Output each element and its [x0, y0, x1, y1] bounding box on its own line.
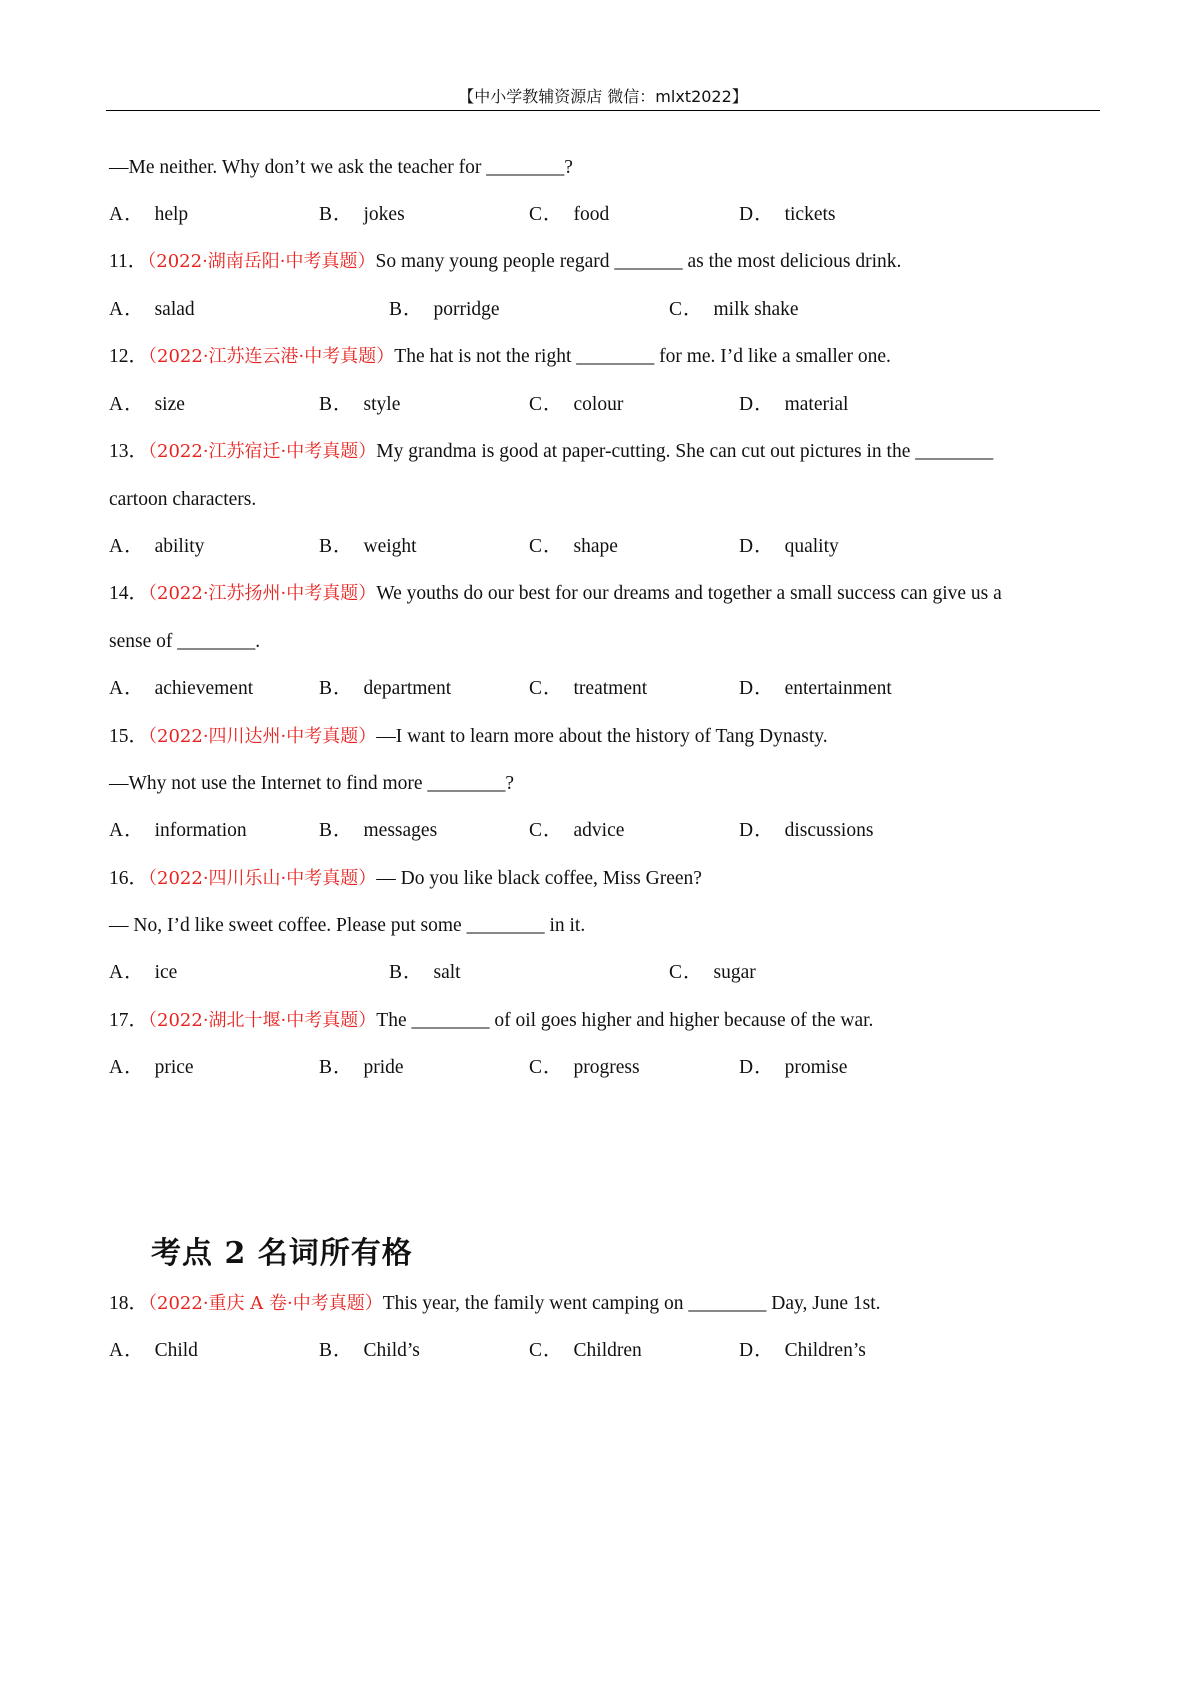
q13-option-d[interactable]: D． quality [739, 536, 839, 557]
q10-option-b[interactable]: B． jokes [319, 204, 405, 225]
q18-option-b[interactable]: B． Child’s [319, 1340, 420, 1361]
q10-option-c[interactable]: C． food [529, 204, 610, 225]
question-number: 15． [109, 726, 149, 747]
section-heading: 考点 2 名词所有格 [151, 1236, 413, 1271]
q15-stem: 15．（2022·四川达州·中考真题）—I want to learn more about the history of Tang Dynasty. [109, 726, 828, 747]
q12-option-d[interactable]: D． material [739, 394, 849, 415]
q17-stem: 17．（2022·湖北十堰·中考真题）The ________ of oil goes higher and higher because of the war. [109, 1010, 874, 1031]
question-number: 18． [109, 1293, 149, 1314]
q16-dialogue-line: — No, I’d like sweet coffee. Please put some ________ in it. [109, 915, 586, 936]
q14-stem: 14．（2022·江苏扬州·中考真题）We youths do our best for our dreams and together a small success can give us a [109, 583, 1002, 604]
page-header: 【中小学教辅资源店 微信：mlxt2022】 [458, 87, 748, 106]
q18-stem: 18．（2022·重庆 A 卷·中考真题）This year, the family went camping on ________ Day, June 1st. [109, 1293, 881, 1314]
q17-option-a[interactable]: A． price [109, 1057, 194, 1078]
question-number: 13． [109, 441, 149, 462]
question-source: （2022·江苏连云港·中考真题） [148, 346, 395, 367]
q10-dialogue-line: —Me neither. Why don’t we ask the teacher for ________? [109, 157, 573, 178]
q18-option-c[interactable]: C． Children [529, 1340, 642, 1361]
q10-option-a[interactable]: A． help [109, 204, 189, 225]
q16-option-c[interactable]: C． sugar [669, 962, 756, 983]
question-number: 12． [109, 346, 149, 367]
q17-option-c[interactable]: C． progress [529, 1057, 640, 1078]
q15-dialogue-line: —Why not use the Internet to find more ________? [109, 773, 515, 794]
q12-stem: 12．（2022·江苏连云港·中考真题）The hat is not the right ________ for me. I’d like a smaller one. [109, 346, 891, 367]
q14-option-a[interactable]: A． achievement [109, 678, 254, 699]
q15-option-a[interactable]: A． information [109, 820, 247, 841]
q11-option-c[interactable]: C． milk shake [669, 299, 799, 320]
q14-option-c[interactable]: C． treatment [529, 678, 648, 699]
q13-option-b[interactable]: B． weight [319, 536, 417, 557]
q13-option-c[interactable]: C． shape [529, 536, 618, 557]
q12-option-a[interactable]: A． size [109, 394, 185, 415]
q16-option-b[interactable]: B． salt [389, 962, 461, 983]
q15-option-b[interactable]: B． messages [319, 820, 438, 841]
q16-option-a[interactable]: A． ice [109, 962, 178, 983]
q18-option-d[interactable]: D． Children’s [739, 1340, 866, 1361]
header-divider [106, 110, 1100, 111]
q14-stem-continued: sense of ________. [109, 631, 261, 652]
question-source: （2022·湖南岳阳·中考真题） [147, 251, 376, 272]
question-number: 17． [109, 1010, 149, 1031]
question-source: （2022·四川乐山·中考真题） [148, 868, 377, 889]
question-source: （2022·江苏扬州·中考真题） [148, 583, 377, 604]
q11-option-b[interactable]: B． porridge [389, 299, 500, 320]
q13-stem-continued: cartoon characters. [109, 489, 257, 510]
question-number: 16． [109, 868, 149, 889]
q13-option-a[interactable]: A． ability [109, 536, 205, 557]
q13-stem: 13．（2022·江苏宿迁·中考真题）My grandma is good at paper-cutting. She can cut out pictures in the ________ [109, 441, 994, 462]
q11-option-a[interactable]: A． salad [109, 299, 195, 320]
question-source: （2022·重庆 A 卷·中考真题） [148, 1293, 383, 1314]
q16-stem: 16．（2022·四川乐山·中考真题）— Do you like black coffee, Miss Green? [109, 868, 702, 889]
q12-option-b[interactable]: B． style [319, 394, 401, 415]
question-source: （2022·湖北十堰·中考真题） [148, 1010, 377, 1031]
q14-option-b[interactable]: B． department [319, 678, 452, 699]
q17-option-b[interactable]: B． pride [319, 1057, 404, 1078]
q15-option-c[interactable]: C． advice [529, 820, 625, 841]
q12-option-c[interactable]: C． colour [529, 394, 624, 415]
question-source: （2022·江苏宿迁·中考真题） [148, 441, 377, 462]
question-number: 14． [109, 583, 149, 604]
q17-option-d[interactable]: D． promise [739, 1057, 848, 1078]
q10-option-d[interactable]: D． tickets [739, 204, 836, 225]
question-source: （2022·四川达州·中考真题） [148, 726, 377, 747]
q11-stem: 11．（2022·湖南岳阳·中考真题）So many young people regard _______ as the most delicious drink. [109, 251, 902, 272]
q18-option-a[interactable]: A． Child [109, 1340, 198, 1361]
q15-option-d[interactable]: D． discussions [739, 820, 874, 841]
q14-option-d[interactable]: D． entertainment [739, 678, 892, 699]
question-number: 11． [109, 251, 148, 272]
